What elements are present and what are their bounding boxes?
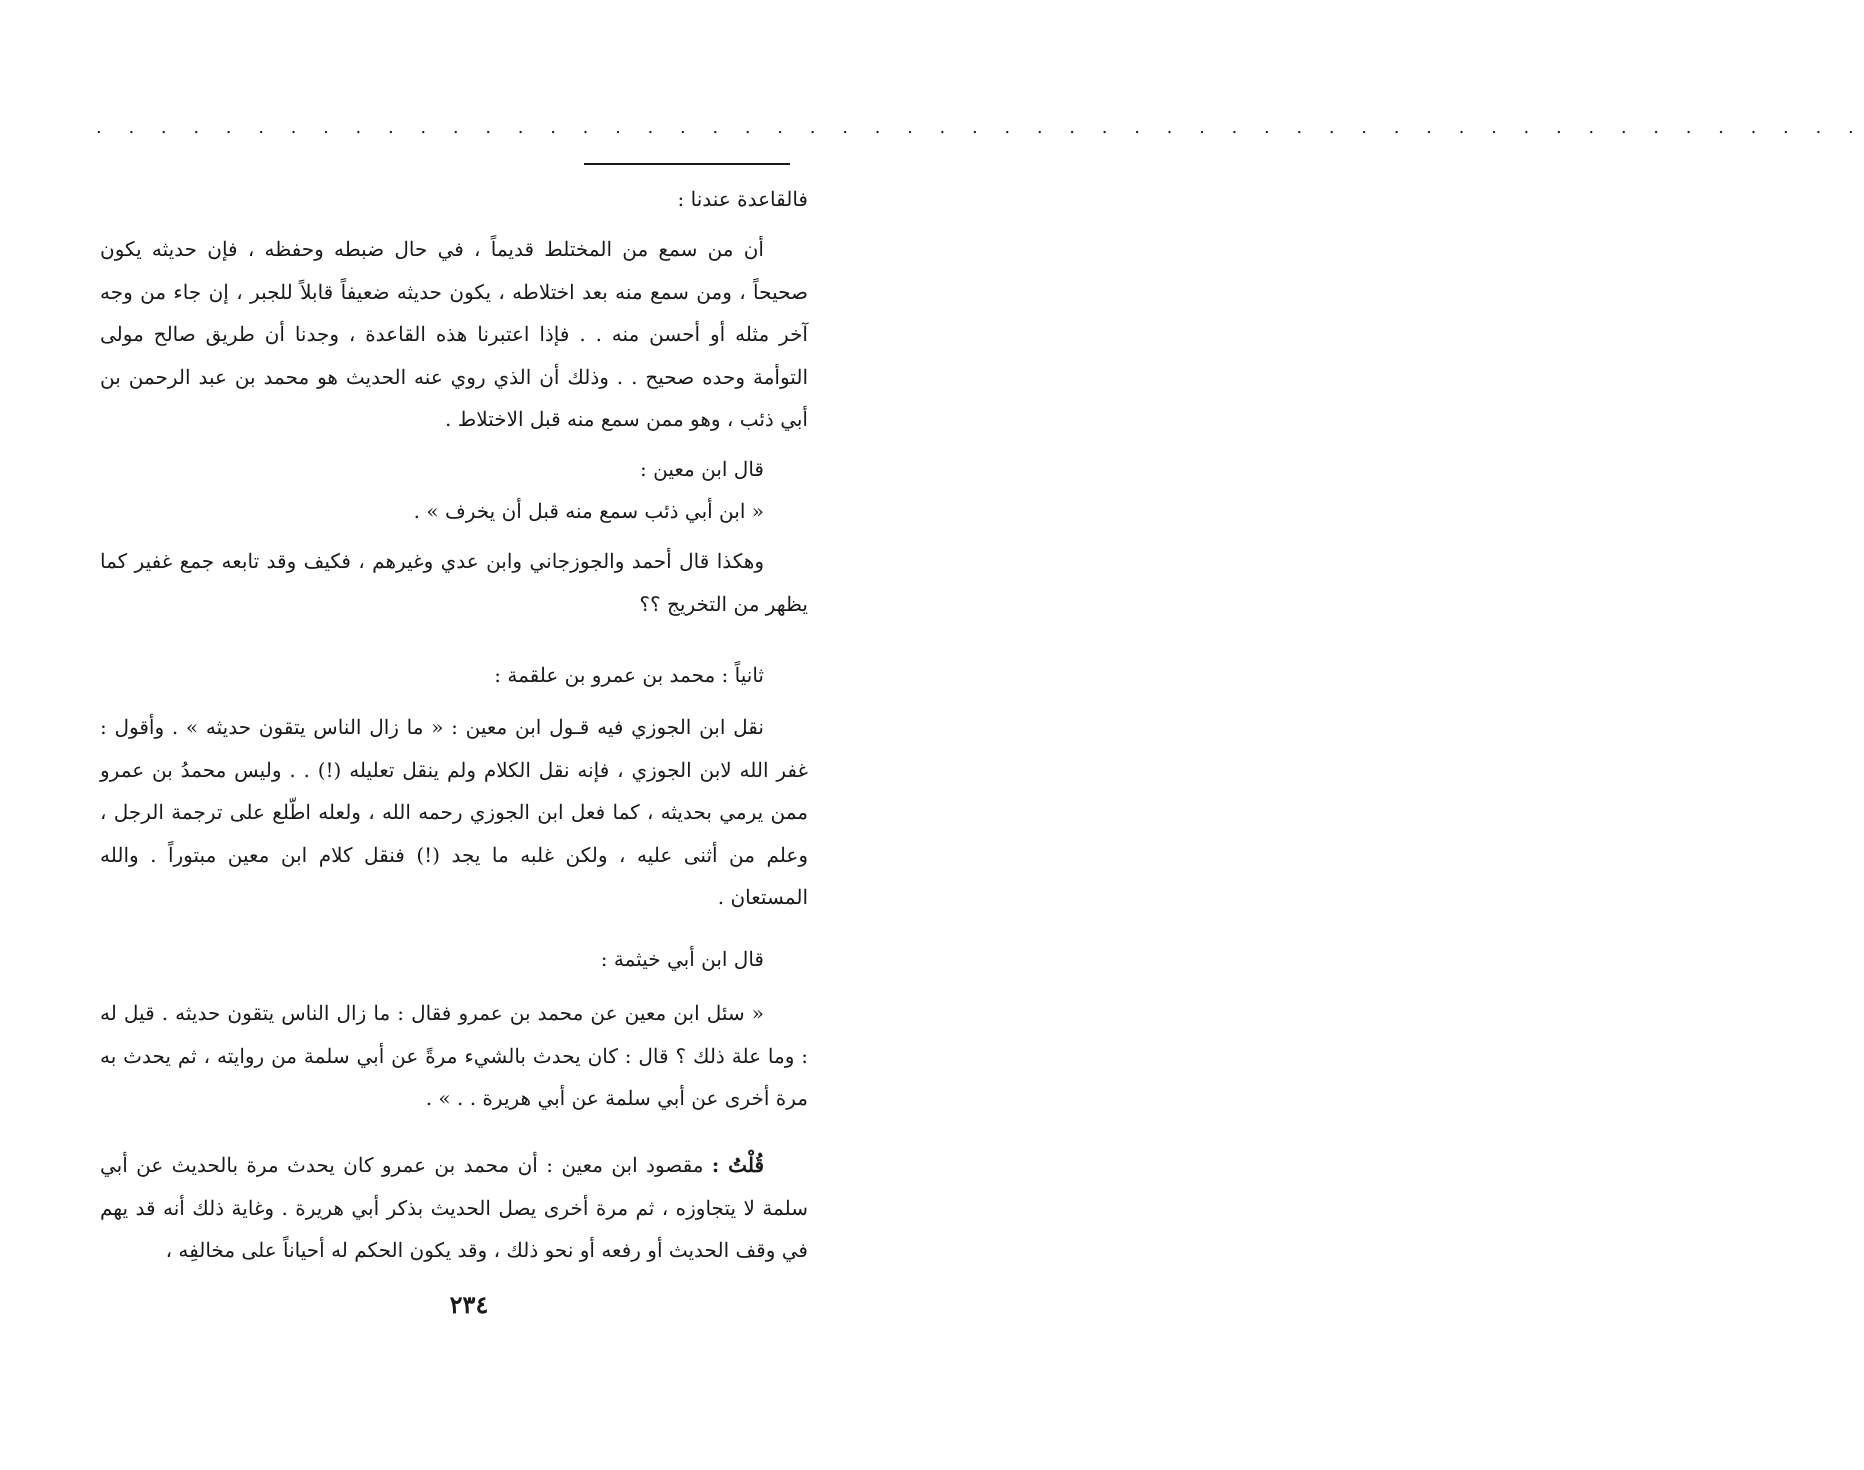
paragraph-rule-body: أن من سمع من المختلط قديماً ، في حال ضبطه وحفظه ، فإن حديثه يكون صحيحاً ، ومن سمع منه بعد اختلاطه ، يكون حديثه ضعيفاً قابلاً للجبر ، إن جاء من وجه آخر مثله أو أحسن منه . . فإذا اعتبرنا هذه القاعدة ، وجدنا أن طريق صالح مولى التوأمة وحده صحيح . . وذلك أن الذي روي عنه الحديث هو محمد بن عبد الرحمن بن أبي ذئب ، وهو ممن سمع منه قبل الاختلاط . [100,237,808,431]
paragraph-ibn-main-heading: قال ابن معين : [640,457,764,481]
paragraph-ibn-jawzi: نقل ابن الجوزي فيه قـول ابن معين : « ما زال الناس يتقون حديثه » . وأقول : غفر الله لابن الجوزي ، فإنه نقل الكلام ولم ينقل تعليله (!) . . وليس محمدُ بن عمرو ممن يرمي بحديثه ، كما فعل ابن الجوزي رحمه الله ، ولعله اطّلع على ترجمة الرجل ، وعلم من أثنى عليه ، ولكن غلبه ما يجد (!) فنقل كلام ابن معين مبتوراً . والله المستعان . [100,715,808,909]
paragraph-rule-heading: فالقاعدة عندنا : [677,187,808,211]
paragraph-qultu [100,1144,808,1272]
paragraph-ibn-abi-khaythama-heading: قال ابن أبي خيثمة : [600,947,764,971]
paragraph-wahakadha: وهكذا قال أحمد والجوزجاني وابن عدي وغيرهم ، فكيف وقد تابعه جمع غفير كما يظهر من التخريج ؟؟ [100,549,808,616]
section-heading-thaniyan: ثانياً : محمد بن عمرو بن علقمة : [494,663,764,687]
quote-ibn-main-answer: « سئل ابن معين عن محمد بن عمرو فقال : ما زال الناس يتقون حديثه . قيل له : وما علة ذلك ؟ قال : كان يحدث بالشيء مرةً عن أبي سلمة من روايته ، ثم يحدث به مرة أخرى عن أبي سلمة عن أبي هريرة . . » . [100,1001,808,1110]
dotted-separator: . . . . . . . . . . . . . . . . . . . . . . . . . . . . . . . . . . . . . . . . . . . . . . . . . . . . . . . [96,117,1864,138]
qultu-label: قُلْتُ : [711,1153,765,1177]
footnote-rule [584,163,790,165]
page-number: ٢٣٤ [449,1290,489,1319]
qultu-body: مقصود ابن معين : أن محمد بن عمرو كان يحدث مرة بالحديث عن أبي سلمة لا يتجاوزه ، ثم مرة أخرى يصل الحديث بذكر أبي هريرة . وغاية ذلك أنه قد يهم في وقف الحديث أو رفعه أو نحو ذلك ، وقد يكون الحكم له أحياناً على مخالفِه ، [100,1153,808,1262]
quote-ibn-abi-dhib: « ابن أبي ذئب سمع منه قبل أن يخرف » . [413,499,764,523]
